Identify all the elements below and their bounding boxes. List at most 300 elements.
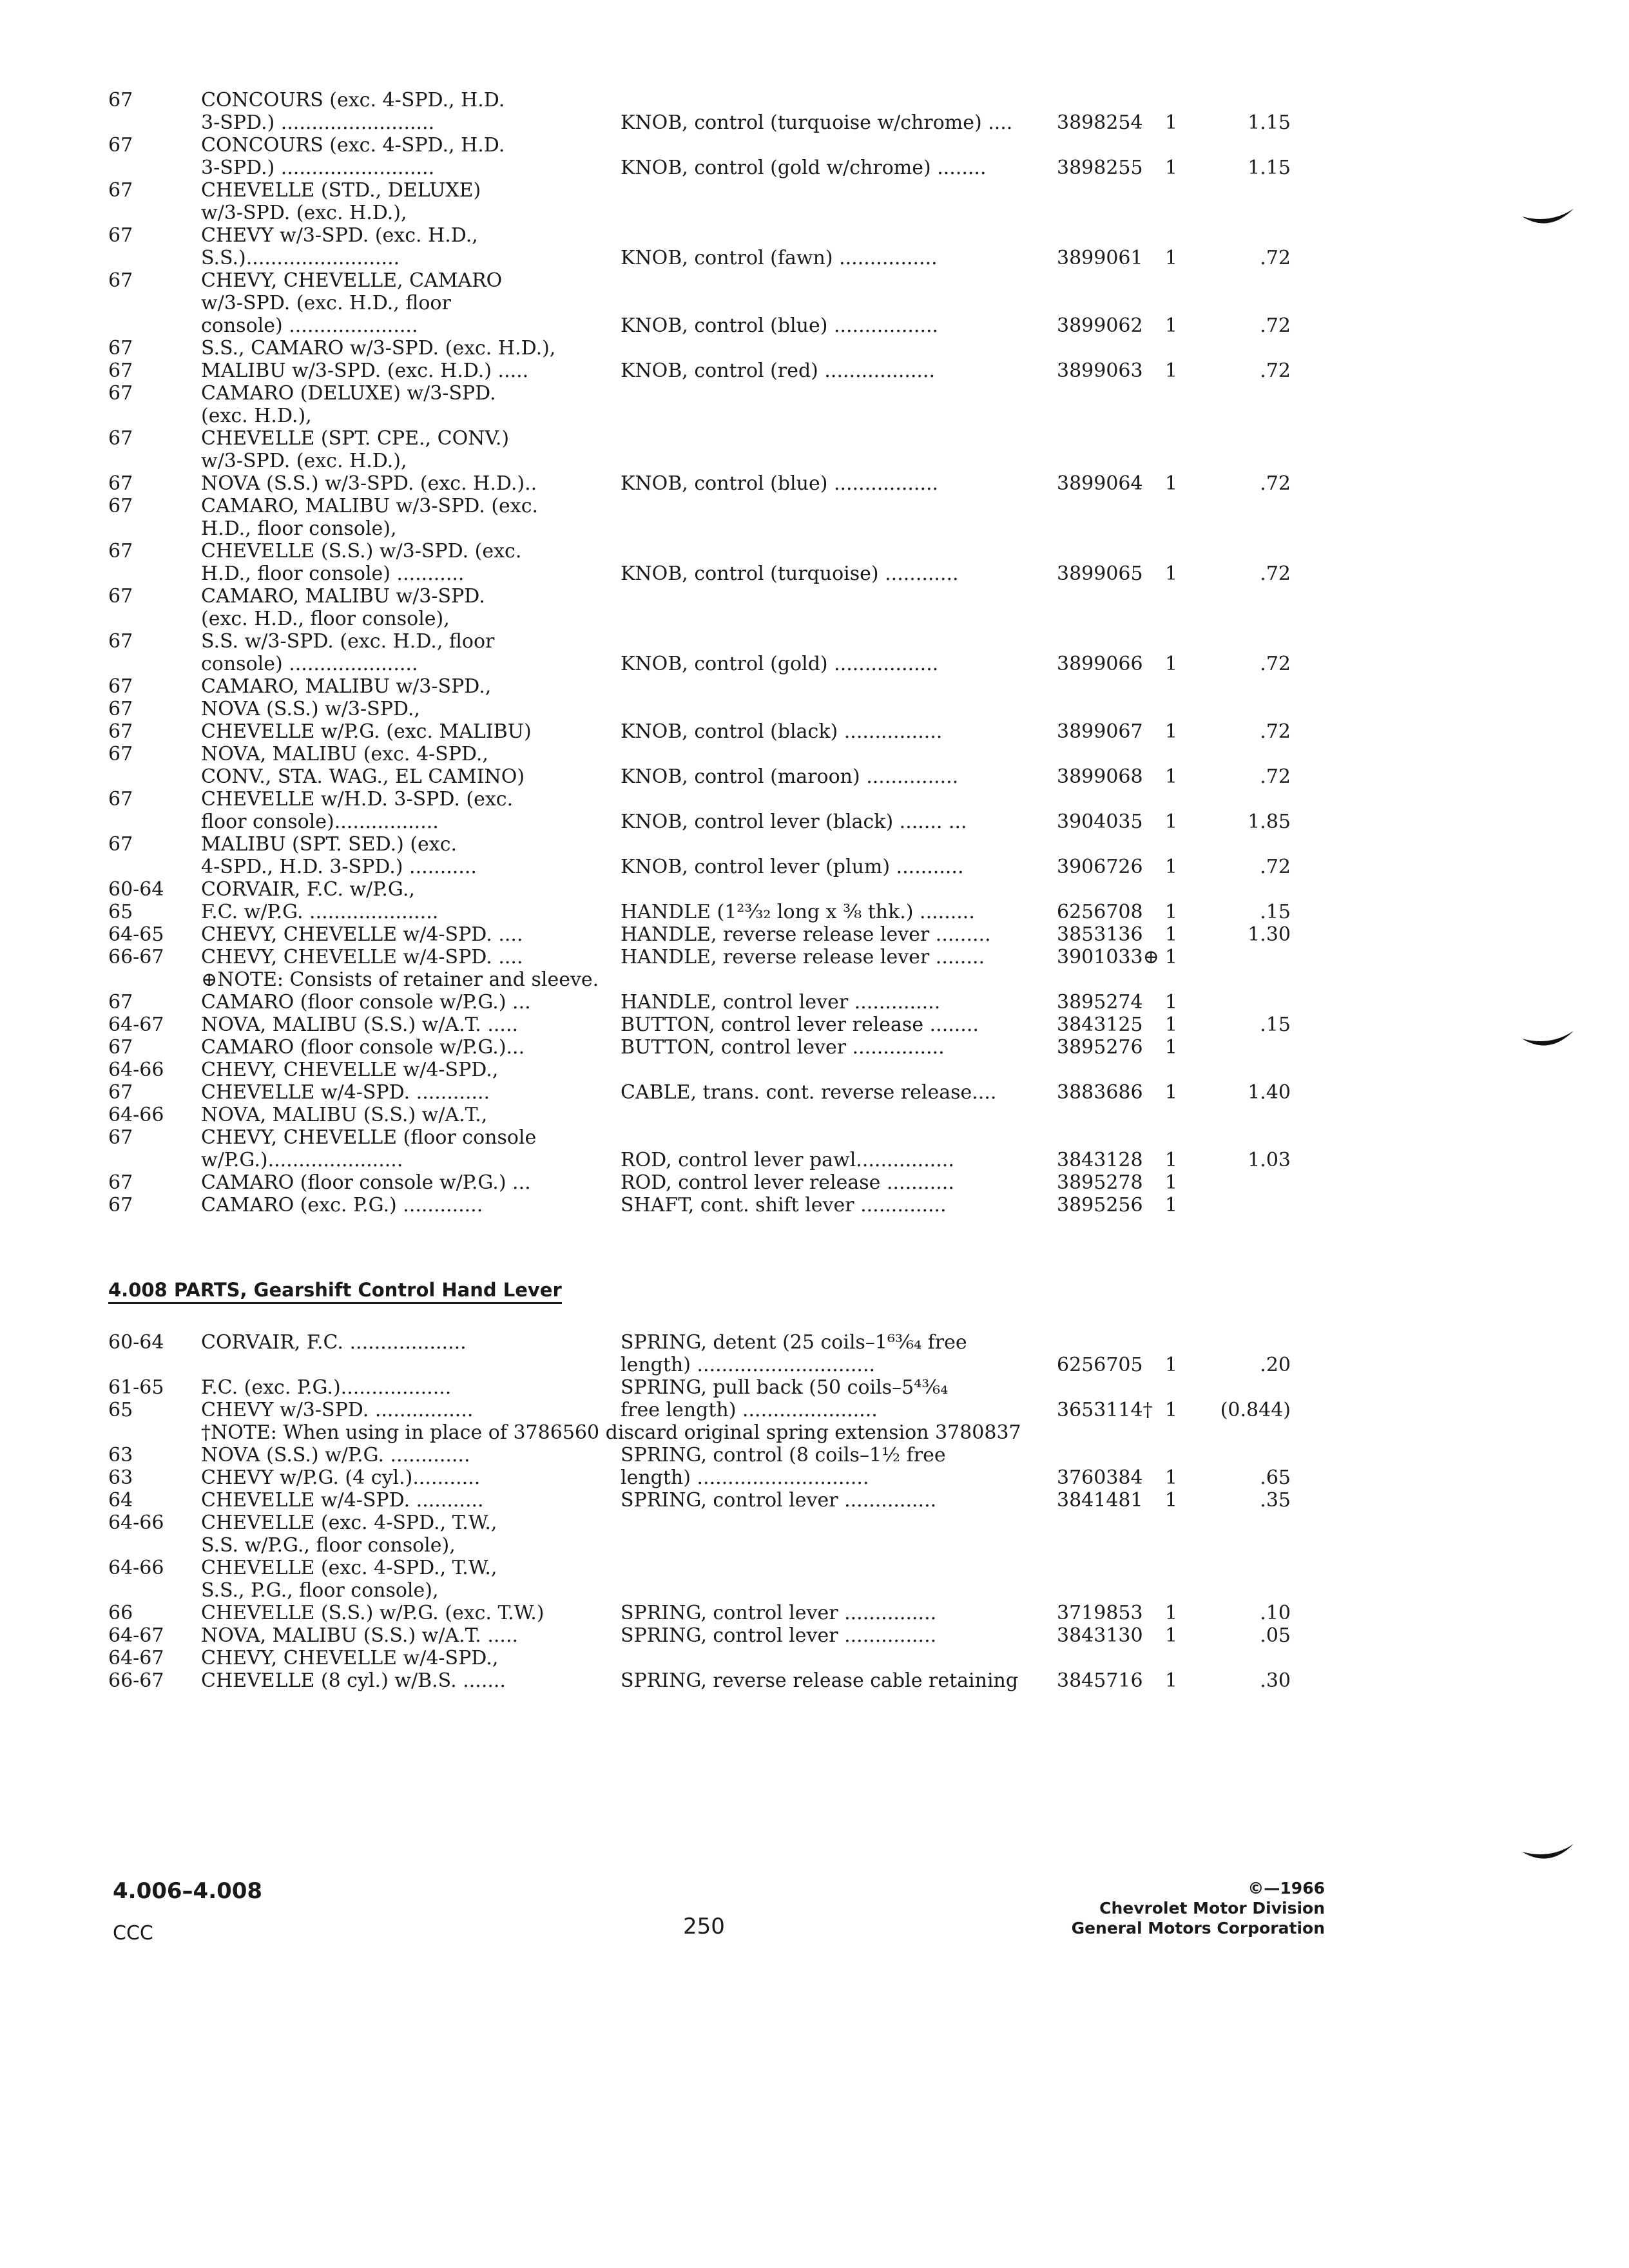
application: CONCOURS (exc. 4-SPD., H.D. [201,134,505,157]
application: NOVA, MALIBU (S.S.) w/A.T. ..... [201,1624,519,1647]
quantity: 1 [1165,765,1178,788]
model-year: 67 [108,179,133,202]
part-description: HANDLE (1²³⁄₃₂ long x ⅜ thk.) ......... [621,901,975,923]
application: S.S.)......................... [201,247,400,269]
quantity: 1 [1165,720,1178,743]
part-description: KNOB, control (blue) ................. [621,314,939,337]
part-number: 3898255 [1057,157,1143,179]
parts-row [108,1331,1333,1354]
model-year: 65 [108,901,133,923]
part-description: KNOB, control (gold) ................. [621,653,939,675]
part-description: CABLE, trans. cont. reverse release.... [621,1081,997,1104]
quantity: 1 [1165,1081,1178,1104]
part-number: 3895278 [1057,1171,1143,1194]
model-year: 67 [108,1194,133,1216]
parts-row [108,1557,1333,1579]
binder-tick-mark-bottom [1521,1840,1575,1866]
quantity: 1 [1165,991,1178,1014]
quantity: 1 [1165,1399,1178,1421]
parts-row [108,450,1333,472]
model-year: 67 [108,630,133,653]
part-number: 3895256 [1057,1194,1143,1216]
parts-row [108,111,1333,134]
parts-row [108,1059,1333,1081]
application: w/3-SPD. (exc. H.D.), [201,202,407,224]
model-year: 60-64 [108,1331,164,1354]
parts-row [108,630,1333,653]
part-description: HANDLE, reverse release lever ......... [621,923,991,946]
quantity: 1 [1165,247,1178,269]
part-number: 3719853 [1057,1602,1143,1624]
price: .15 [1260,901,1291,923]
model-year: 64-66 [108,1512,164,1534]
parts-row [108,1126,1333,1149]
application: 3-SPD.) ......................... [201,111,435,134]
application: H.D., floor console), [201,517,397,540]
application: NOVA (S.S.) w/P.G. ............. [201,1444,470,1466]
quantity: 1 [1165,472,1178,495]
quantity: 1 [1165,923,1178,946]
model-year: 64-66 [108,1557,164,1579]
application: w/3-SPD. (exc. H.D.), [201,450,407,472]
application: console) ..................... [201,314,418,337]
price: .72 [1260,562,1291,585]
application: F.C. (exc. P.G.).................. [201,1376,452,1399]
part-description: ROD, control lever pawl................ [621,1149,954,1171]
price: .15 [1260,1014,1291,1036]
model-year: 67 [108,1171,133,1194]
application: CAMARO (floor console w/P.G.)... [201,1036,525,1059]
model-year: 67 [108,382,133,405]
quantity: 1 [1165,1354,1178,1376]
part-description: SHAFT, cont. shift lever .............. [621,1194,947,1216]
application: CAMARO (exc. P.G.) ............. [201,1194,483,1216]
quantity: 1 [1165,1014,1178,1036]
parts-row [108,179,1333,202]
parts-row [108,1194,1333,1216]
part-description: KNOB, control (gold w/chrome) ........ [621,157,987,179]
section-heading-text: 4.008 PARTS, Gearshift Control Hand Lever [108,1279,562,1304]
model-year: 67 [108,743,133,765]
part-description: SPRING, detent (25 coils–1⁶³⁄₆₄ free [621,1331,967,1354]
application: (exc. H.D., floor console), [201,608,450,630]
application: CHEVY w/3-SPD. (exc. H.D., [201,224,478,247]
model-year: 64 [108,1489,133,1512]
application: CHEVELLE w/H.D. 3-SPD. (exc. [201,788,514,811]
application: CHEVELLE (exc. 4-SPD., T.W., [201,1557,497,1579]
application: CHEVY, CHEVELLE, CAMARO [201,269,503,292]
model-year: 67 [108,585,133,608]
parts-row [108,1466,1333,1489]
model-year: 64-65 [108,923,164,946]
application: CORVAIR, F.C. ................... [201,1331,467,1354]
model-year: 65 [108,1399,133,1421]
quantity: 1 [1165,1194,1178,1216]
application: CHEVY, CHEVELLE w/4-SPD. .... [201,946,523,968]
model-year: 67 [108,360,133,382]
parts-row [108,1399,1333,1421]
quantity: 1 [1165,1669,1178,1692]
model-year: 67 [108,833,133,856]
model-year: 60-64 [108,878,164,901]
price: .72 [1260,360,1291,382]
parts-row [108,540,1333,562]
model-year: 67 [108,1081,133,1104]
application: CAMARO, MALIBU w/3-SPD., [201,675,492,698]
part-description: KNOB, control (turquoise w/chrome) .... [621,111,1013,134]
application: CAMARO, MALIBU w/3-SPD. (exc. [201,495,539,517]
quantity: 1 [1165,901,1178,923]
application: H.D., floor console) ........... [201,562,465,585]
part-description: length) ............................. [621,1354,876,1376]
application: NOVA, MALIBU (S.S.) w/A.T., [201,1104,488,1126]
part-number: 3901033⊕ [1057,946,1159,968]
quantity: 1 [1165,1036,1178,1059]
parts-row [108,1444,1333,1466]
part-description: SPRING, reverse release cable retaining [621,1669,1019,1692]
part-description: SPRING, control lever ............... [621,1602,937,1624]
binder-tick-mark-middle [1521,1027,1575,1053]
parts-row [108,856,1333,878]
part-description: SPRING, control (8 coils–1½ free [621,1444,946,1466]
parts-row [108,1421,1333,1444]
application: F.C. w/P.G. ..................... [201,901,439,923]
part-description: KNOB, control (red) .................. [621,360,936,382]
model-year: 67 [108,224,133,247]
model-year: 67 [108,1126,133,1149]
parts-row [108,405,1333,427]
part-number: 3843128 [1057,1149,1143,1171]
quantity: 1 [1165,1489,1178,1512]
parts-row [108,585,1333,608]
quantity: 1 [1165,1602,1178,1624]
part-number: 3899065 [1057,562,1143,585]
application: CHEVY, CHEVELLE (floor console [201,1126,537,1149]
parts-row [108,1647,1333,1669]
application: CHEVELLE (8 cyl.) w/B.S. ....... [201,1669,506,1692]
part-number: 3895276 [1057,1036,1143,1059]
part-description: SPRING, control lever ............... [621,1624,937,1647]
model-year: 67 [108,495,133,517]
price: .35 [1260,1489,1291,1512]
parts-row [108,1579,1333,1602]
part-description: ROD, control lever release ........... [621,1171,954,1194]
application: CAMARO (DELUXE) w/3-SPD. [201,382,496,405]
quantity: 1 [1165,360,1178,382]
parts-row [108,878,1333,901]
parts-row [108,991,1333,1014]
part-description: KNOB, control (blue) ................. [621,472,939,495]
parts-row [108,811,1333,833]
model-year: 63 [108,1466,133,1489]
parts-row [108,1602,1333,1624]
parts-row [108,1081,1333,1104]
price: .20 [1260,1354,1291,1376]
parts-row [108,1624,1333,1647]
model-year: 66-67 [108,1669,164,1692]
footer-division: Chevrolet Motor Division [1099,1899,1325,1917]
parts-row [108,1669,1333,1692]
application: CHEVELLE (SPT. CPE., CONV.) [201,427,510,450]
quantity: 1 [1165,562,1178,585]
model-year: 64-67 [108,1014,164,1036]
part-number: 3899064 [1057,472,1143,495]
part-number: 3899061 [1057,247,1143,269]
parts-row [108,1149,1333,1171]
parts-row [108,427,1333,450]
application: NOVA (S.S.) w/3-SPD. (exc. H.D.).. [201,472,537,495]
parts-row [108,134,1333,157]
parts-row [108,1014,1333,1036]
model-year: 64-67 [108,1647,164,1669]
application: CAMARO (floor console w/P.G.) ... [201,991,531,1014]
application: (exc. H.D.), [201,405,312,427]
application: CHEVY, CHEVELLE w/4-SPD. .... [201,923,523,946]
model-year: 67 [108,269,133,292]
model-year: 67 [108,675,133,698]
application: CHEVELLE (exc. 4-SPD., T.W., [201,1512,497,1534]
footer-copyright: ©—1966 [1248,1879,1325,1898]
application: CORVAIR, F.C. w/P.G., [201,878,415,901]
parts-row [108,314,1333,337]
parts-row [108,946,1333,968]
part-description: KNOB, control (black) ................ [621,720,943,743]
quantity: 1 [1165,856,1178,878]
price: .72 [1260,720,1291,743]
part-number: 3899066 [1057,653,1143,675]
parts-row [108,1171,1333,1194]
application: †NOTE: When using in place of 3786560 discard original spring extension 3780837 [201,1421,1021,1444]
application: CHEVELLE w/P.G. (exc. MALIBU) [201,720,532,743]
parts-row [108,224,1333,247]
price: .05 [1260,1624,1291,1647]
model-year: 67 [108,991,133,1014]
parts-row [108,562,1333,585]
price: .72 [1260,765,1291,788]
parts-row [108,833,1333,856]
application: S.S., P.G., floor console), [201,1579,439,1602]
price: .72 [1260,472,1291,495]
price: .72 [1260,247,1291,269]
part-description: HANDLE, control lever .............. [621,991,941,1014]
model-year: 67 [108,720,133,743]
part-number: 3841481 [1057,1489,1143,1512]
application: w/3-SPD. (exc. H.D., floor [201,292,451,314]
part-description: SPRING, pull back (50 coils–5⁴³⁄₆₄ [621,1376,949,1399]
footer-publisher [1072,1878,1325,1938]
model-year: 64-66 [108,1059,164,1081]
application: CHEVELLE (S.S.) w/P.G. (exc. T.W.) [201,1602,545,1624]
parts-row [108,517,1333,540]
parts-row [108,653,1333,675]
model-year: 66 [108,1602,133,1624]
footer-corporation: General Motors Corporation [1071,1919,1325,1937]
application: w/P.G.)...................... [201,1149,403,1171]
quantity: 1 [1165,811,1178,833]
price: 1.30 [1248,923,1291,946]
parts-row [108,1376,1333,1399]
model-year: 63 [108,1444,133,1466]
model-year: 67 [108,540,133,562]
application: 4-SPD., H.D. 3-SPD.) ........... [201,856,477,878]
price: .65 [1260,1466,1291,1489]
parts-row [108,901,1333,923]
parts-row [108,337,1333,360]
model-year: 66-67 [108,946,164,968]
price: (0.844) [1220,1399,1291,1421]
part-number: 3653114† [1057,1399,1153,1421]
part-description: SPRING, control lever ............... [621,1489,937,1512]
parts-row [108,788,1333,811]
model-year: 67 [108,472,133,495]
application: NOVA, MALIBU (exc. 4-SPD., [201,743,488,765]
price: .72 [1260,856,1291,878]
parts-row [108,1512,1333,1534]
parts-row [108,292,1333,314]
application: 3-SPD.) ......................... [201,157,435,179]
quantity: 1 [1165,314,1178,337]
price: 1.03 [1248,1149,1291,1171]
parts-row [108,1534,1333,1557]
part-number: 3906726 [1057,856,1143,878]
application: CHEVELLE w/4-SPD. ............ [201,1081,490,1104]
part-description: BUTTON, control lever release ........ [621,1014,979,1036]
price: .72 [1260,653,1291,675]
parts-row [108,720,1333,743]
footer-code: CCC [113,1922,153,1945]
part-number: 3899063 [1057,360,1143,382]
application: floor console)................. [201,811,439,833]
quantity: 1 [1165,1466,1178,1489]
part-description: HANDLE, reverse release lever ........ [621,946,985,968]
application: CHEVY w/P.G. (4 cyl.)........... [201,1466,481,1489]
part-number: 3899068 [1057,765,1143,788]
price: .72 [1260,314,1291,337]
application: S.S. w/3-SPD. (exc. H.D., floor [201,630,495,653]
parts-row [108,472,1333,495]
part-description: free length) ...................... [621,1399,878,1421]
application: CHEVY w/3-SPD. ................ [201,1399,474,1421]
quantity: 1 [1165,946,1178,968]
model-year: 64-67 [108,1624,164,1647]
model-year: 61-65 [108,1376,164,1399]
price: .10 [1260,1602,1291,1624]
footer-section-range: 4.006–4.008 [113,1878,263,1904]
application: CONV., STA. WAG., EL CAMINO) [201,765,525,788]
application: CHEVY, CHEVELLE w/4-SPD., [201,1647,499,1669]
price: .30 [1260,1669,1291,1692]
application: NOVA (S.S.) w/3-SPD., [201,698,420,720]
quantity: 1 [1165,1149,1178,1171]
parts-row [108,1354,1333,1376]
part-number: 3843130 [1057,1624,1143,1647]
part-description: KNOB, control (fawn) ................ [621,247,938,269]
quantity: 1 [1165,157,1178,179]
parts-row [108,269,1333,292]
application: MALIBU w/3-SPD. (exc. H.D.) ..... [201,360,529,382]
part-number: 6256708 [1057,901,1143,923]
parts-row [108,157,1333,179]
application: S.S. w/P.G., floor console), [201,1534,456,1557]
parts-row [108,743,1333,765]
parts-row [108,495,1333,517]
application: console) ..................... [201,653,418,675]
quantity: 1 [1165,111,1178,134]
model-year: 67 [108,337,133,360]
part-number: 3899067 [1057,720,1143,743]
application: MALIBU (SPT. SED.) (exc. [201,833,458,856]
parts-listing [108,89,1333,1692]
parts-row [108,1489,1333,1512]
section-heading [108,1268,1333,1312]
parts-row [108,675,1333,698]
part-description: length) ............................ [621,1466,869,1489]
application: S.S., CAMARO w/3-SPD. (exc. H.D.), [201,337,556,360]
part-number: 3899062 [1057,314,1143,337]
quantity: 1 [1165,1624,1178,1647]
parts-row [108,1104,1333,1126]
part-description: KNOB, control (maroon) ............... [621,765,959,788]
price: 1.15 [1248,111,1291,134]
application: CONCOURS (exc. 4-SPD., H.D. [201,89,505,111]
model-year: 67 [108,698,133,720]
parts-row [108,360,1333,382]
part-number: 6256705 [1057,1354,1143,1376]
application: CAMARO, MALIBU w/3-SPD. [201,585,485,608]
application: ⊕NOTE: Consists of retainer and sleeve. [201,968,599,991]
model-year: 67 [108,134,133,157]
model-year: 67 [108,427,133,450]
page-number: 250 [683,1914,725,1939]
application: CHEVY, CHEVELLE w/4-SPD., [201,1059,499,1081]
part-description: BUTTON, control lever ............... [621,1036,945,1059]
parts-row [108,698,1333,720]
price: 1.15 [1248,157,1291,179]
model-year: 67 [108,89,133,111]
part-description: KNOB, control lever (black) ....... ... [621,811,967,833]
part-number: 3904035 [1057,811,1143,833]
parts-row [108,382,1333,405]
application: CAMARO (floor console w/P.G.) ... [201,1171,531,1194]
part-number: 3895274 [1057,991,1143,1014]
parts-row [108,765,1333,788]
parts-row [108,923,1333,946]
part-number: 3898254 [1057,111,1143,134]
parts-row [108,247,1333,269]
application: NOVA, MALIBU (S.S.) w/A.T. ..... [201,1014,519,1036]
part-description: KNOB, control lever (plum) ........... [621,856,964,878]
part-number: 3760384 [1057,1466,1143,1489]
part-number: 3845716 [1057,1669,1143,1692]
parts-row [108,202,1333,224]
model-year: 67 [108,1036,133,1059]
model-year: 67 [108,788,133,811]
parts-row [108,1036,1333,1059]
part-description: KNOB, control (turquoise) ............ [621,562,959,585]
part-number: 3843125 [1057,1014,1143,1036]
quantity: 1 [1165,1171,1178,1194]
part-number: 3853136 [1057,923,1143,946]
parts-row [108,89,1333,111]
application: CHEVELLE (S.S.) w/3-SPD. (exc. [201,540,522,562]
model-year: 64-66 [108,1104,164,1126]
price: 1.85 [1248,811,1291,833]
price: 1.40 [1248,1081,1291,1104]
parts-row [108,608,1333,630]
binder-tick-mark-top [1521,205,1575,231]
quantity: 1 [1165,653,1178,675]
application: CHEVELLE (STD., DELUXE) [201,179,481,202]
